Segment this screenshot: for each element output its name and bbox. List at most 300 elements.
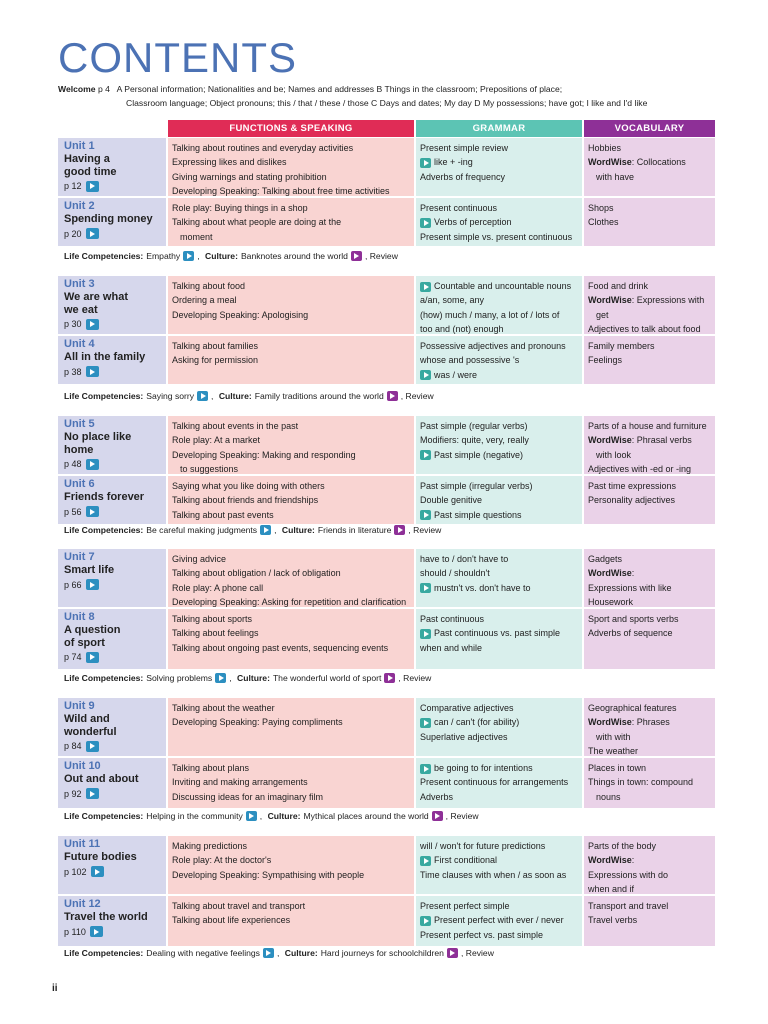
vocabulary-item: Gadgets	[588, 554, 623, 564]
grammar-item-text: a/an, some, any	[420, 295, 485, 306]
grammar-item-text: like + -ing	[434, 157, 473, 168]
grammar-item-text: mustn't vs. don't have to	[434, 582, 531, 593]
grammar-cell	[416, 896, 582, 946]
unit-title: We are what	[64, 291, 128, 303]
unit-page[interactable]	[64, 651, 160, 663]
culture-video-icon[interactable]	[387, 391, 398, 401]
unit-cell[interactable]	[58, 609, 166, 669]
grammar-cell	[416, 336, 582, 384]
unit-title: No place like home	[64, 431, 132, 456]
functions-cell	[168, 698, 414, 756]
unit-title: Travel the world	[64, 911, 148, 923]
video-play-icon[interactable]	[183, 251, 194, 261]
welcome-page[interactable]: p 4	[97, 84, 110, 94]
unit-row	[58, 476, 715, 524]
grammar-item	[420, 493, 578, 507]
unit-page[interactable]	[64, 366, 160, 378]
vocabulary-item: Things in town: compound	[588, 777, 694, 788]
unit-page-number: p 20	[64, 228, 82, 239]
functions-item: Developing Speaking: Sympathising with people	[172, 869, 365, 880]
vocabulary-cell	[584, 896, 715, 946]
unit-number: Unit 4	[64, 338, 95, 350]
unit-row	[58, 896, 715, 946]
functions-item: Role play: At a market	[172, 435, 261, 446]
grammar-item-text: Comparative adjectives	[420, 703, 514, 713]
unit-block	[58, 698, 715, 808]
unit-page-number: p 30	[64, 319, 82, 329]
unit-cell[interactable]	[58, 549, 166, 607]
unit-cell[interactable]	[58, 698, 166, 756]
grammar-item	[420, 868, 578, 882]
functions-item: Talking about the weather	[172, 703, 275, 713]
grammar-item	[420, 701, 578, 715]
unit-block	[58, 836, 715, 946]
unit-title: Spending money	[64, 213, 153, 225]
review-link[interactable]: , Review	[408, 525, 442, 535]
grammar-item-text: Present continuous	[420, 203, 498, 213]
welcome-text-1: A Personal information; Nationalities and be; Names and addresses B Things in the classroom; Prepositions of place;	[116, 84, 563, 94]
functions-item: Giving advice	[172, 554, 227, 564]
life-competencies-label: Life Competencies:	[64, 673, 144, 683]
grammar-video-icon[interactable]	[420, 158, 431, 168]
grammar-item	[420, 201, 578, 215]
vocabulary-item: Transport and travel	[588, 901, 669, 911]
grammar-item	[420, 448, 578, 462]
unit-cell[interactable]	[58, 416, 166, 474]
video-play-icon[interactable]	[86, 228, 99, 239]
grammar-cell	[416, 198, 582, 246]
functions-cell	[168, 609, 414, 669]
functions-item: to suggestions	[180, 463, 239, 474]
video-play-icon[interactable]	[263, 948, 274, 958]
culture-topic: Friends in literature	[317, 525, 392, 535]
grammar-item-text: Modifiers: quite, very, really	[420, 435, 529, 446]
header-grammar: GRAMMAR	[416, 120, 582, 137]
vocabulary-item: WordWise: Phrasal verbs	[588, 435, 692, 446]
unit-title: Out and about	[64, 773, 139, 785]
grammar-video-icon[interactable]	[420, 718, 431, 728]
grammar-video-icon[interactable]	[420, 510, 431, 520]
grammar-item-text: when and while	[420, 642, 483, 653]
grammar-item	[420, 581, 578, 595]
unit-page-number: p 74	[64, 652, 82, 662]
unit-row	[58, 416, 715, 474]
review-link[interactable]: , Review	[364, 251, 398, 261]
grammar-video-icon[interactable]	[420, 450, 431, 460]
grammar-item	[420, 339, 578, 353]
grammar-item-text: Countable and uncountable nouns	[434, 281, 572, 291]
unit-cell[interactable]	[58, 476, 166, 524]
grammar-item-text: Past continuous	[420, 614, 485, 624]
vocabulary-item: Feelings	[588, 355, 623, 366]
functions-cell	[168, 836, 414, 894]
vocabulary-cell	[584, 698, 715, 756]
functions-item: Talking about friends and friendships	[172, 495, 319, 506]
vocabulary-cell	[584, 549, 715, 607]
unit-title: we eat	[64, 303, 98, 316]
unit-page-number: p 66	[64, 579, 82, 590]
functions-cell	[168, 758, 414, 808]
vocabulary-item: WordWise:	[588, 855, 635, 866]
grammar-video-icon[interactable]	[420, 916, 431, 926]
vocabulary-item: with have	[596, 171, 635, 182]
unit-number: Unit 7	[64, 551, 95, 563]
page-title: CONTENTS	[58, 34, 297, 81]
grammar-item	[420, 839, 578, 853]
unit-page-number: p 12	[64, 181, 82, 191]
unit-row	[58, 609, 715, 669]
unit-cell[interactable]	[58, 198, 166, 246]
unit-cell[interactable]	[58, 836, 166, 894]
culture-topic: The wonderful world of sport	[272, 673, 382, 683]
unit-cell[interactable]	[58, 758, 166, 808]
grammar-item	[420, 141, 578, 155]
culture-video-icon[interactable]	[384, 673, 395, 683]
vocabulary-item: Hobbies	[588, 143, 622, 153]
unit-number: Unit 6	[64, 478, 95, 490]
functions-item: Talking about sports	[172, 614, 253, 624]
unit-number: Unit 8	[64, 611, 95, 623]
functions-item: Role play: At the doctor's	[172, 855, 272, 866]
unit-block	[58, 138, 715, 246]
grammar-cell	[416, 836, 582, 894]
vocabulary-item: Family members	[588, 341, 655, 351]
video-play-icon[interactable]	[86, 788, 99, 799]
life-competency: Empathy	[146, 251, 181, 261]
functions-cell	[168, 416, 414, 474]
grammar-item	[420, 626, 578, 640]
unit-page[interactable]	[64, 506, 160, 518]
unit-title: Future bodies	[64, 851, 137, 863]
video-play-icon[interactable]	[246, 811, 257, 821]
grammar-item-text: Past simple questions	[434, 509, 522, 520]
grammar-item-text: be going to for intentions	[434, 763, 533, 773]
vocabulary-cell	[584, 836, 715, 894]
review-link[interactable]: , Review	[398, 673, 432, 683]
unit-number: Unit 11	[64, 838, 101, 850]
life-competencies-label: Life Competencies:	[64, 811, 144, 821]
unit-number: Unit 9	[64, 700, 95, 712]
grammar-item-text: Present perfect vs. past simple	[420, 929, 544, 940]
functions-item: Talking about life experiences	[172, 915, 291, 926]
grammar-video-icon[interactable]	[420, 282, 431, 292]
culture-video-icon[interactable]	[447, 948, 458, 958]
welcome-section	[58, 83, 728, 110]
unit-page[interactable]	[64, 926, 160, 938]
unit-title: A question	[64, 624, 121, 636]
unit-page-number: p 56	[64, 506, 82, 517]
unit-number: Unit 10	[64, 760, 101, 772]
grammar-item	[420, 566, 578, 580]
culture-label: Culture:	[218, 391, 252, 401]
grammar-video-icon[interactable]	[420, 764, 431, 774]
culture-label: Culture:	[204, 251, 238, 261]
life-competencies-line: Life Competencies: Saying sorry , Culture: Family traditions around the world , Review	[64, 391, 434, 401]
grammar-item-text: Past simple (irregular verbs)	[420, 481, 533, 491]
unit-page-number: p 92	[64, 788, 82, 799]
life-competency: Helping in the community	[146, 811, 243, 821]
grammar-item	[420, 641, 578, 655]
welcome-label: Welcome	[58, 84, 96, 94]
unit-page-number: p 48	[64, 459, 82, 469]
vocabulary-item: Adjectives with -ed or -ing	[588, 463, 692, 474]
functions-item: Ordering a meal	[172, 295, 237, 306]
video-play-icon[interactable]	[91, 866, 104, 877]
vocabulary-item: get	[596, 309, 609, 320]
grammar-item	[420, 279, 578, 293]
vocabulary-item: with look	[596, 449, 632, 460]
culture-topic: Mythical places around the world	[303, 811, 429, 821]
unit-page[interactable]	[64, 318, 160, 330]
vocabulary-item: Adjectives to talk about food	[588, 323, 701, 334]
functions-item: Talking about ongoing past events, sequencing events	[172, 642, 389, 653]
unit-title: good time	[64, 165, 117, 178]
vocabulary-item: Sport and sports verbs	[588, 614, 679, 624]
vocabulary-item: Expressions with like	[588, 582, 672, 593]
grammar-item	[420, 479, 578, 493]
unit-page[interactable]	[64, 740, 160, 752]
grammar-item	[420, 433, 578, 447]
grammar-item	[420, 715, 578, 729]
functions-item: Role play: A phone call	[172, 582, 264, 593]
vocabulary-cell	[584, 758, 715, 808]
grammar-item	[420, 899, 578, 913]
culture-topic: Banknotes around the world	[240, 251, 348, 261]
life-competency: Dealing with negative feelings	[146, 948, 260, 958]
review-link[interactable]: , Review	[400, 391, 434, 401]
functions-item: Saying what you like doing with others	[172, 481, 325, 491]
grammar-item	[420, 790, 578, 804]
functions-item: Developing Speaking: Apologising	[172, 309, 309, 320]
unit-page[interactable]	[64, 458, 160, 470]
vocabulary-cell	[584, 609, 715, 669]
unit-page[interactable]	[64, 788, 160, 800]
grammar-video-icon[interactable]	[420, 370, 431, 380]
grammar-item-text: Past simple (negative)	[434, 449, 524, 460]
vocabulary-item: nouns	[596, 791, 621, 802]
vocabulary-item: WordWise:	[588, 568, 635, 579]
life-competencies-line: Life Competencies: Empathy , Culture: Banknotes around the world , Review	[64, 251, 398, 261]
functions-item: Inviting and making arrangements	[172, 777, 308, 788]
video-play-icon[interactable]	[86, 652, 99, 663]
unit-row	[58, 138, 715, 196]
functions-cell	[168, 138, 414, 196]
vocabulary-cell	[584, 476, 715, 524]
unit-title: of sport	[64, 636, 105, 649]
page-number: ii	[52, 983, 58, 994]
vocabulary-cell	[584, 138, 715, 196]
functions-cell	[168, 336, 414, 384]
grammar-item-text: Possessive adjectives and pronouns	[420, 341, 566, 351]
unit-number: Unit 2	[64, 200, 95, 212]
life-competencies-line: Life Competencies: Helping in the community , Culture: Mythical places around the world , Review	[64, 811, 479, 821]
video-play-icon[interactable]	[86, 741, 99, 752]
grammar-item-text: too and (not) enough	[420, 323, 504, 334]
unit-number: Unit 3	[64, 278, 95, 290]
vocabulary-item: Parts of the body	[588, 841, 657, 851]
header-functions: FUNCTIONS & SPEAKING	[168, 120, 414, 137]
welcome-line-2: Classroom language; Object pronouns; this / that / these / those C Days and dates; My day D My possessions; have got; I like and I'd like	[126, 97, 648, 108]
video-play-icon[interactable]	[215, 673, 226, 683]
functions-item: Asking for permission	[172, 355, 259, 366]
video-play-icon[interactable]	[260, 525, 271, 535]
vocabulary-item: The weather	[588, 745, 639, 756]
grammar-item	[420, 308, 578, 322]
grammar-item-text: (how) much / many, a lot of / lots of	[420, 309, 560, 320]
functions-item: Talking about travel and transport	[172, 901, 306, 911]
vocabulary-cell	[584, 276, 715, 334]
vocabulary-cell	[584, 198, 715, 246]
life-competencies-line: Life Competencies: Be careful making judgments , Culture: Friends in literature , Review	[64, 525, 442, 535]
unit-page[interactable]	[64, 228, 160, 240]
unit-cell[interactable]	[58, 138, 166, 196]
vocabulary-cell	[584, 416, 715, 474]
grammar-item	[420, 913, 578, 927]
unit-page-number: p 84	[64, 741, 82, 751]
grammar-item	[420, 170, 578, 184]
grammar-item	[420, 730, 578, 744]
grammar-item	[420, 155, 578, 169]
unit-row	[58, 758, 715, 808]
vocabulary-item: Shops	[588, 203, 614, 213]
unit-title: Friends forever	[64, 491, 145, 503]
vocabulary-item: WordWise: Expressions with	[588, 295, 705, 306]
video-play-icon[interactable]	[86, 319, 99, 330]
functions-item: Talking about events in the past	[172, 421, 299, 431]
culture-video-icon[interactable]	[394, 525, 405, 535]
grammar-cell	[416, 138, 582, 196]
grammar-video-icon[interactable]	[420, 629, 431, 639]
unit-cell[interactable]	[58, 896, 166, 946]
grammar-item-text: was / were	[434, 369, 478, 380]
unit-row	[58, 698, 715, 756]
grammar-item	[420, 761, 578, 775]
grammar-item	[420, 508, 578, 522]
grammar-item	[420, 322, 578, 334]
unit-page-number: p 110	[64, 926, 86, 937]
grammar-item-text: whose and possessive 's	[420, 355, 520, 366]
video-play-icon[interactable]	[86, 366, 99, 377]
functions-item: Giving warnings and stating prohibition	[172, 171, 327, 182]
video-play-icon[interactable]	[90, 926, 103, 937]
functions-item: Role play: Buying things in a shop	[172, 203, 308, 213]
unit-page[interactable]	[64, 579, 160, 591]
unit-row	[58, 276, 715, 334]
life-competencies-label: Life Competencies:	[64, 525, 144, 535]
unit-page-number: p 102	[64, 866, 87, 877]
grammar-item-text: Present simple vs. present continuous	[420, 231, 573, 242]
vocabulary-item: Places in town	[588, 763, 647, 773]
vocabulary-item: Adverbs of sequence	[588, 628, 673, 639]
unit-title: wonderful	[64, 725, 117, 738]
life-competency: Saying sorry	[146, 391, 195, 401]
grammar-video-icon[interactable]	[420, 583, 431, 593]
functions-cell	[168, 896, 414, 946]
life-competencies-label: Life Competencies:	[64, 251, 144, 261]
life-competency: Solving problems	[146, 673, 213, 683]
video-play-icon[interactable]	[86, 506, 99, 517]
video-play-icon[interactable]	[197, 391, 208, 401]
life-competencies-line: Life Competencies: Solving problems , Culture: The wonderful world of sport , Review	[64, 673, 432, 683]
vocabulary-item: Past time expressions	[588, 481, 677, 491]
grammar-item	[420, 215, 578, 229]
functions-cell	[168, 549, 414, 607]
grammar-cell	[416, 758, 582, 808]
grammar-item-text: can / can't (for ability)	[434, 717, 520, 728]
vocabulary-item: Housework	[588, 596, 634, 607]
unit-title: All in the family	[64, 351, 146, 363]
functions-item: Discussing ideas for an imaginary film	[172, 791, 324, 802]
unit-block	[58, 276, 715, 384]
unit-page[interactable]	[64, 180, 160, 192]
unit-cell[interactable]	[58, 336, 166, 384]
grammar-video-icon[interactable]	[420, 856, 431, 866]
grammar-item-text: Past simple (regular verbs)	[420, 421, 528, 431]
grammar-item-text: Past continuous vs. past simple	[434, 628, 561, 639]
review-link[interactable]: , Review	[445, 811, 479, 821]
grammar-item	[420, 928, 578, 942]
culture-topic: Family traditions around the world	[254, 391, 384, 401]
welcome-line-1	[58, 83, 728, 97]
unit-number: Unit 1	[64, 140, 95, 152]
vocabulary-item: Travel verbs	[588, 915, 638, 926]
vocabulary-item: when and if	[588, 883, 635, 894]
grammar-item-text: Adverbs	[420, 791, 454, 802]
functions-cell	[168, 198, 414, 246]
unit-page[interactable]	[64, 866, 160, 878]
vocabulary-item: Expressions with do	[588, 869, 669, 880]
unit-title: Having a	[64, 153, 110, 165]
grammar-item-text: Present perfect with ever / never	[434, 915, 564, 926]
unit-block	[58, 549, 715, 669]
grammar-cell	[416, 609, 582, 669]
video-play-icon[interactable]	[86, 579, 99, 590]
unit-row	[58, 198, 715, 246]
grammar-item	[420, 853, 578, 867]
review-link[interactable]: , Review	[460, 948, 494, 958]
culture-video-icon[interactable]	[351, 251, 362, 261]
functions-item: Talking about obligation / lack of obligation	[172, 568, 341, 579]
unit-row	[58, 336, 715, 384]
life-competencies-label: Life Competencies:	[64, 391, 144, 401]
functions-item: Expressing likes and dislikes	[172, 157, 287, 168]
vocabulary-item: Personality adjectives	[588, 495, 676, 506]
grammar-item	[420, 552, 578, 566]
vocabulary-item: WordWise: Phrases	[588, 717, 670, 728]
header-vocabulary: VOCABULARY	[584, 120, 715, 137]
grammar-item-text: First conditional	[434, 855, 498, 866]
video-play-icon[interactable]	[86, 459, 99, 470]
life-competencies-label: Life Competencies:	[64, 948, 144, 958]
culture-label: Culture:	[236, 673, 270, 683]
grammar-video-icon[interactable]	[420, 218, 431, 228]
video-play-icon[interactable]	[86, 181, 99, 192]
functions-cell	[168, 476, 414, 524]
functions-item: Developing Speaking: Talking about free time activities	[172, 185, 390, 196]
unit-block	[58, 416, 715, 524]
unit-number: Unit 5	[64, 418, 95, 430]
functions-item: Talking about food	[172, 281, 246, 291]
life-competencies-line: Life Competencies: Dealing with negative feelings , Culture: Hard journeys for schoolchildren , Review	[64, 948, 494, 958]
grammar-item-text: will / won't for future predictions	[420, 841, 546, 851]
unit-cell[interactable]	[58, 276, 166, 334]
functions-item: Talking about routines and everyday activities	[172, 143, 354, 153]
grammar-item	[420, 353, 578, 367]
grammar-item-text: have to / don't have to	[420, 554, 509, 564]
culture-video-icon[interactable]	[432, 811, 443, 821]
grammar-item	[420, 230, 578, 244]
vocabulary-item: Clothes	[588, 217, 619, 228]
